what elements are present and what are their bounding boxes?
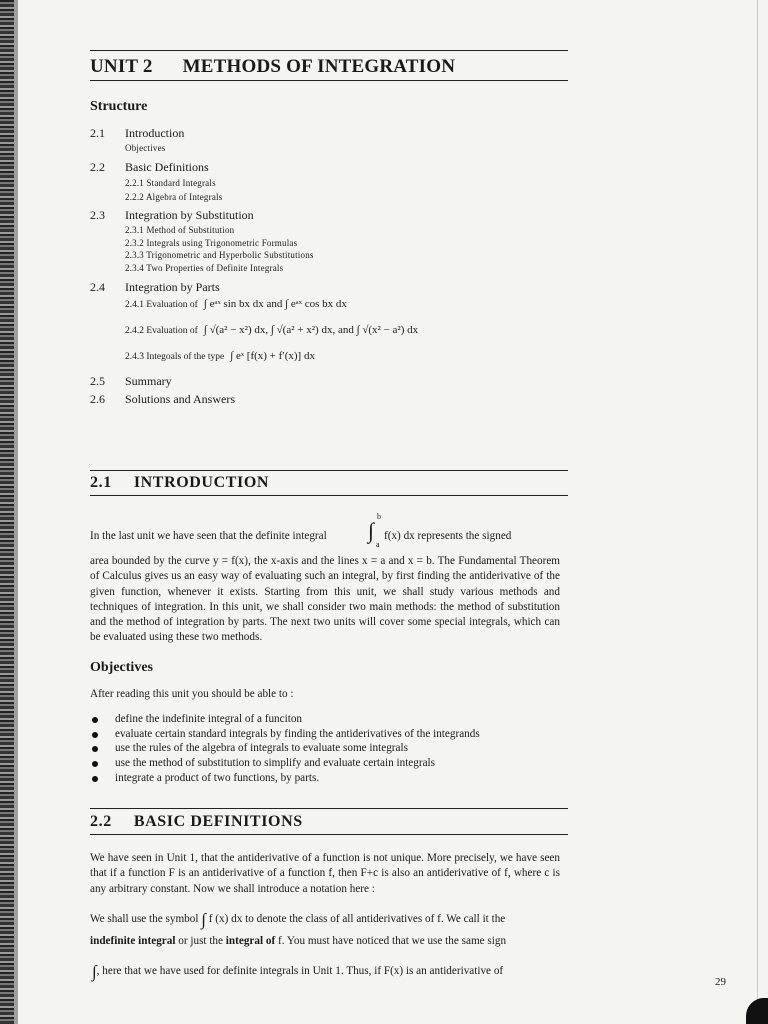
bullet-icon [92, 776, 98, 782]
formula: ∫ eᵃˣ sin bx dx and ∫ eᵃˣ cos bx dx [203, 298, 347, 310]
intro-first-line-end: f(x) dx represents the signed [384, 530, 512, 542]
section-rule-bottom [90, 495, 568, 496]
header-rule-bottom [90, 80, 568, 81]
objectives-heading: Objectives [90, 660, 153, 675]
toc-subitem: 2.2.2 Algebra of Integrals [125, 192, 223, 202]
section-title-introduction: 2.1 INTRODUCTION [90, 474, 270, 491]
toc-subitem: 2.3.4 Two Properties of Definite Integrals [125, 263, 284, 273]
integral-symbol: ∫ [92, 962, 97, 981]
bullet-icon [92, 746, 98, 752]
scan-binding-edge [0, 0, 14, 1024]
toc-subitem: 2.2.1 Standard Integrals [125, 178, 216, 188]
definite-integral-symbol: ∫ b a [368, 512, 381, 549]
section-rule-top [90, 808, 568, 809]
toc-formula-item: 2.4.2 Evaluation of ∫ √(a² − x²) dx, ∫ √(a² + x²) dx, and ∫ √(x² − a²) dx [125, 324, 419, 336]
page-number: 29 [715, 976, 726, 988]
toc-subitem: 2.3.2 Integrals using Trigonometric Formulas [125, 238, 298, 248]
basic-line-sign: ∫, here that we have used for definite integrals in Unit 1. Thus, if F(x) is an antiderivative of [92, 962, 504, 981]
formula: ∫ eˣ [f(x) + f′(x)] dx [230, 350, 315, 362]
scan-corner-mark [746, 998, 768, 1024]
unit-name: METHODS OF INTEGRATION [182, 56, 456, 77]
structure-heading: Structure [90, 99, 148, 114]
toc-subitem: 2.3.1 Method of Substitution [125, 225, 235, 235]
intro-first-line: In the last unit we have seen that the definite integral [90, 530, 327, 542]
toc-formula-item: 2.4.1 Evaluation of ∫ eᵃˣ sin bx dx and ∫ eᵃˣ cos bx dx [125, 298, 347, 310]
scan-binding-shadow [14, 0, 18, 1024]
formula: ∫ √(a² − x²) dx, ∫ √(a² + x²) dx, and ∫ √(x² − a²) dx [203, 324, 419, 336]
section-rule-bottom [90, 834, 568, 835]
integral-symbol: ∫ [201, 910, 206, 929]
bullet-icon [92, 732, 98, 738]
section-rule-top [90, 470, 568, 471]
objectives-lead: After reading this unit you should be able to : [90, 688, 294, 700]
intro-paragraph: area bounded by the curve y = f(x), the x-axis and the lines x = a and x = b. The Fundamental Theorem of Calculus gives us an easy way of evaluating such an integral, by first finding the antiderivative of the given function, whenever it exists. Starting from this unit, we shall study various methods and techniques of integration. In this unit, we shall consider two main methods: the method of substitution and the method of integration by parts. The next two units will cover some special integrals, which can be evaluated using these two methods. [90, 555, 560, 644]
bullet-icon [92, 717, 98, 723]
section-title-basic-definitions: 2.2 BASIC DEFINITIONS [90, 813, 303, 830]
basic-line-symbol: We shall use the symbol ∫ f (x) dx to denote the class of all antiderivatives of f. We call it the [90, 910, 506, 929]
basic-paragraph: We have seen in Unit 1, that the antiderivative of a function is not unique. More precisely, we have seen that if a function F is an antiderivative of a function f, then F+c is also an antiderivative of f, where c is any arbitrary constant. Now we shall introduce a notation here : [90, 852, 560, 895]
unit-number: UNIT 2 [90, 56, 153, 77]
header-rule-top [90, 50, 568, 51]
bullet-icon [92, 761, 98, 767]
toc-subitem: Objectives [125, 143, 166, 153]
unit-title [90, 56, 455, 78]
toc-formula-item: 2.4.3 Integoals of the type ∫ eˣ [f(x) + f′(x)] dx [125, 350, 315, 362]
scan-edge-line [757, 0, 758, 1000]
basic-line-definition: indefinite integral or just the integral of f. You must have noticed that we use the same sign [90, 935, 507, 947]
toc-subitem: 2.3.3 Trigonometric and Hyperbolic Substitutions [125, 250, 314, 260]
